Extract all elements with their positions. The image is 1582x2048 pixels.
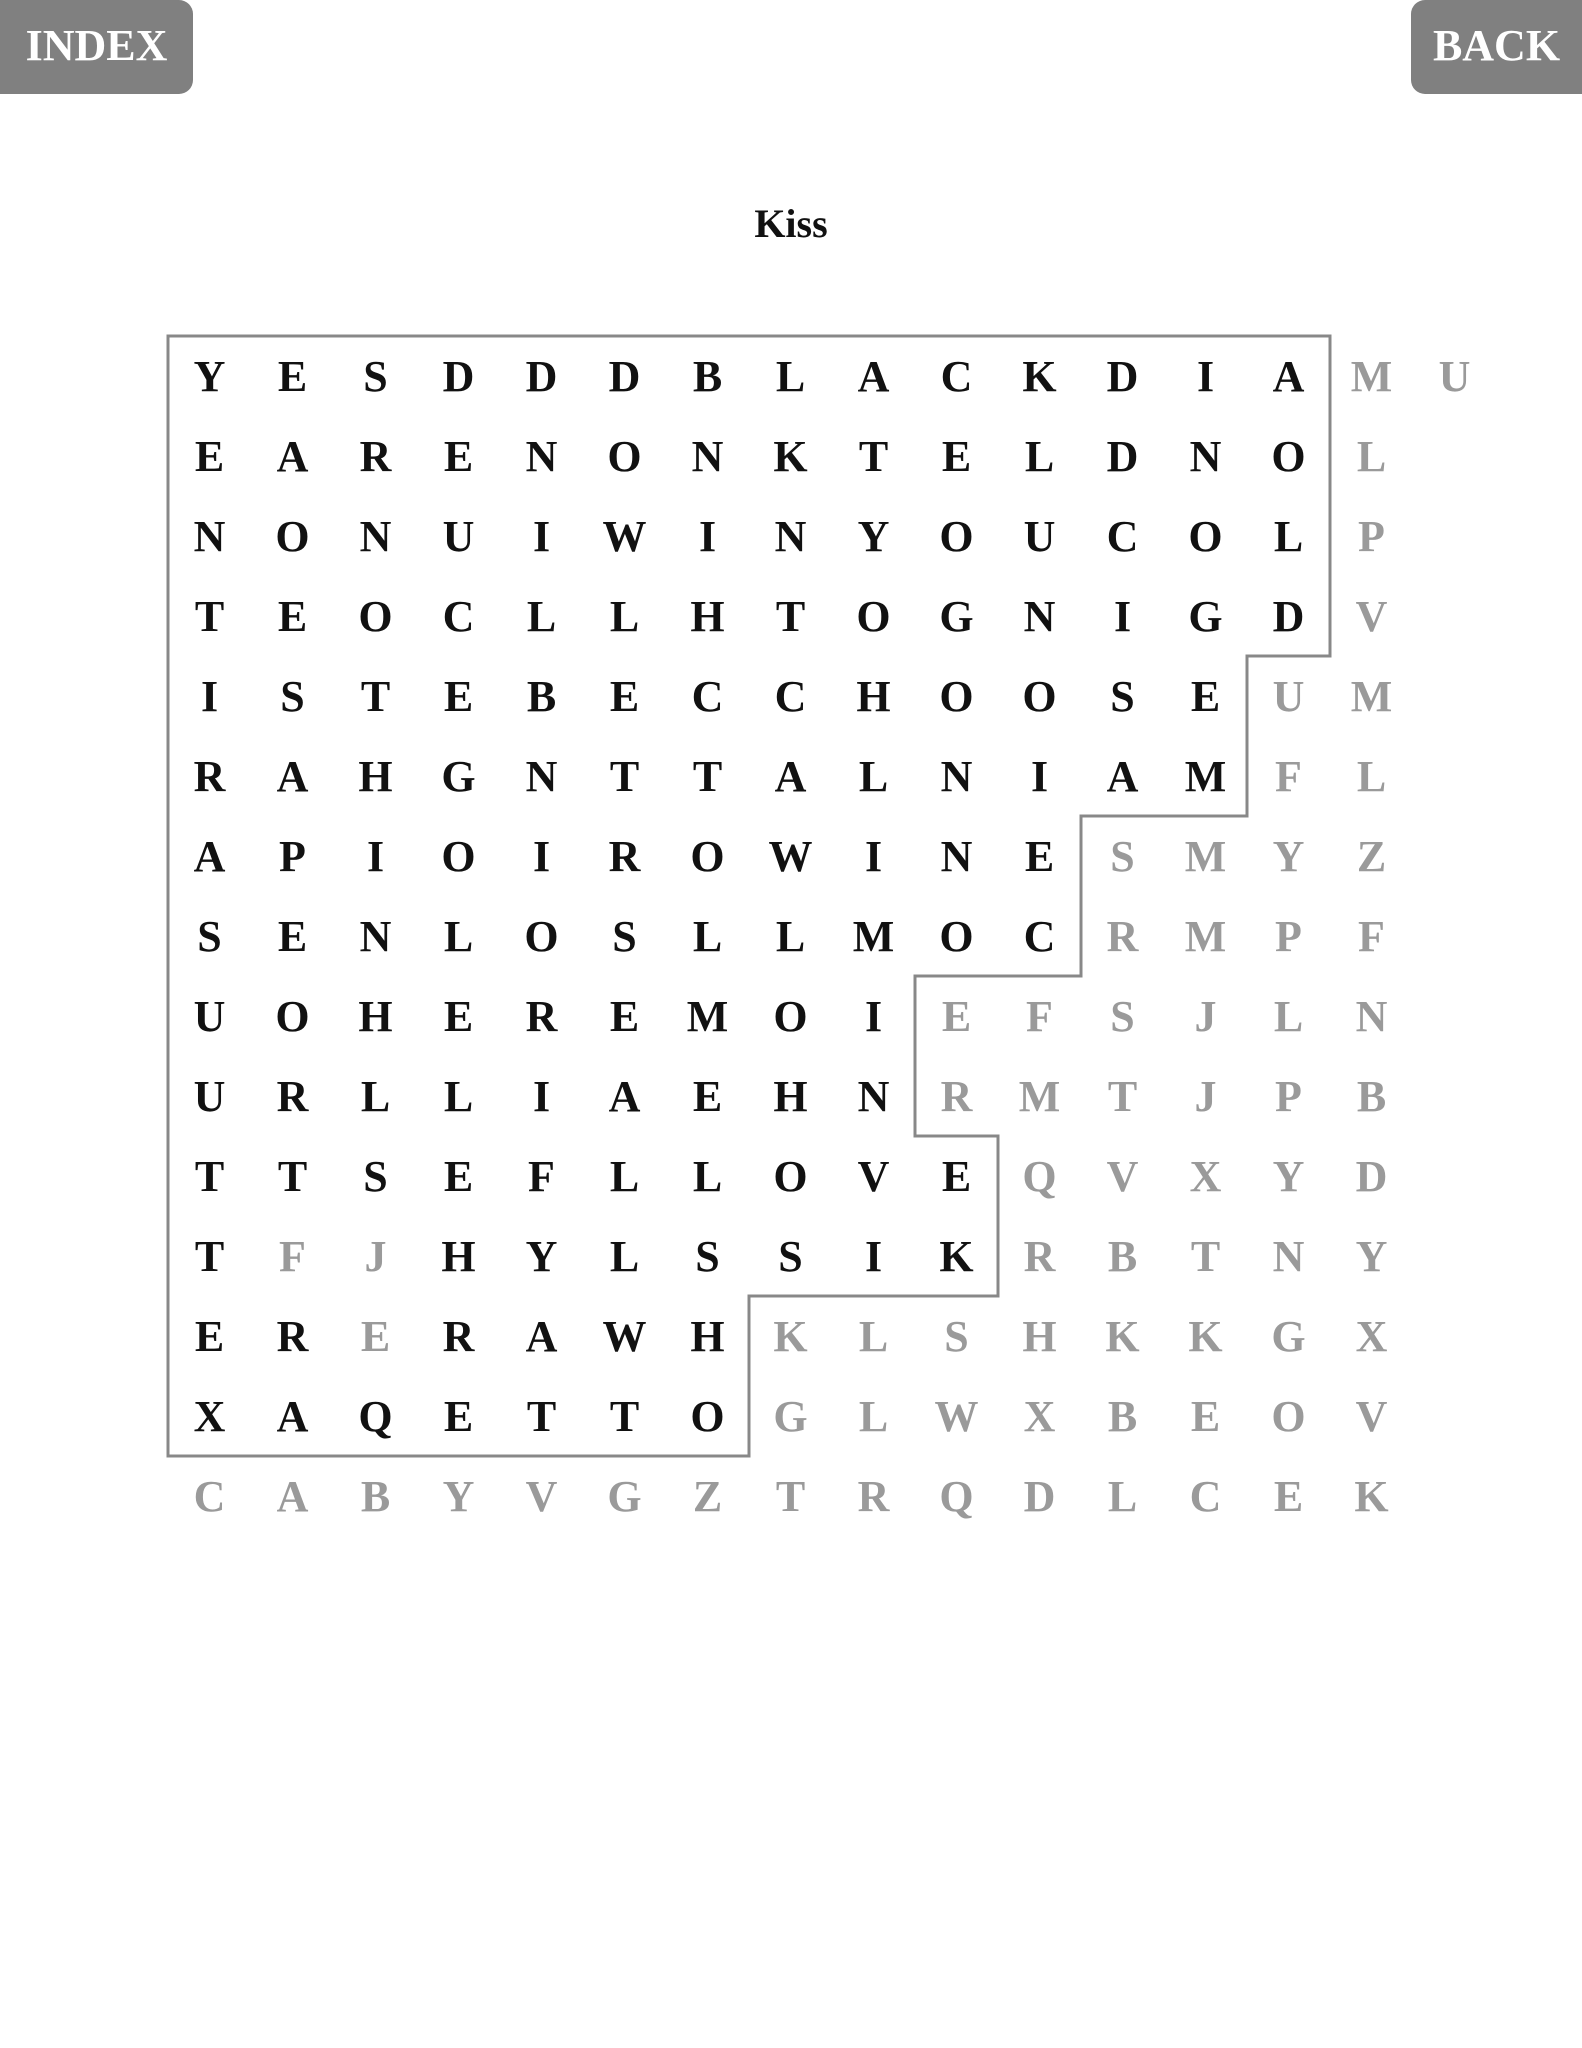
grid-cell[interactable]: L	[692, 911, 723, 961]
grid-cell[interactable]: O	[441, 831, 476, 881]
grid-cell[interactable]: L	[858, 1391, 889, 1441]
grid-cell[interactable]: A	[276, 1471, 309, 1521]
grid-cell[interactable]: G	[607, 1471, 642, 1521]
grid-cell[interactable]: E	[1024, 831, 1055, 881]
grid-cell[interactable]: I	[366, 831, 385, 881]
grid-cell[interactable]: H	[856, 671, 891, 721]
grid-cell[interactable]: L	[526, 591, 557, 641]
grid-cell[interactable]: M	[686, 991, 729, 1041]
grid-cell[interactable]: V	[857, 1151, 890, 1201]
grid-cell[interactable]: U	[193, 991, 226, 1041]
grid-cell[interactable]: W	[602, 1311, 647, 1361]
grid-cell[interactable]: D	[1106, 431, 1139, 481]
grid-cell[interactable]: L	[443, 911, 474, 961]
grid-cell[interactable]: R	[442, 1311, 475, 1361]
grid-cell[interactable]: F	[1358, 911, 1385, 961]
grid-cell[interactable]: Q	[939, 1471, 974, 1521]
grid-cell[interactable]: M	[1018, 1071, 1061, 1121]
grid-cell[interactable]: S	[612, 911, 637, 961]
grid-cell[interactable]: G	[1271, 1311, 1306, 1361]
grid-cell[interactable]: O	[773, 991, 808, 1041]
grid-cell[interactable]: A	[525, 1311, 558, 1361]
grid-cell[interactable]: G	[1188, 591, 1223, 641]
grid-cell[interactable]: O	[275, 511, 310, 561]
grid-cell[interactable]: J	[1194, 991, 1217, 1041]
grid-cell[interactable]: F	[279, 1231, 306, 1281]
grid-cell[interactable]: I	[532, 1071, 551, 1121]
grid-cell[interactable]: W	[602, 511, 647, 561]
grid-cell[interactable]: T	[194, 591, 225, 641]
grid-cell[interactable]: J	[1194, 1071, 1217, 1121]
grid-cell[interactable]: O	[939, 911, 974, 961]
grid-cell[interactable]: P	[1275, 1071, 1302, 1121]
grid-cell[interactable]: O	[939, 511, 974, 561]
grid-cell[interactable]: P	[279, 831, 306, 881]
grid-cell[interactable]: I	[1030, 751, 1049, 801]
grid-cell[interactable]: V	[1355, 591, 1388, 641]
grid-cell[interactable]: O	[358, 591, 393, 641]
grid-cell[interactable]: C	[442, 591, 475, 641]
grid-cell[interactable]: N	[1023, 591, 1056, 641]
grid-cell[interactable]: H	[441, 1231, 476, 1281]
grid-cell[interactable]: E	[194, 1311, 225, 1361]
grid-cell[interactable]: X	[193, 1391, 226, 1441]
grid-cell[interactable]: R	[940, 1071, 973, 1121]
grid-cell[interactable]: H	[690, 1311, 725, 1361]
grid-cell[interactable]: O	[524, 911, 559, 961]
grid-cell[interactable]: T	[609, 751, 640, 801]
grid-cell[interactable]: L	[1356, 431, 1387, 481]
grid-cell[interactable]: A	[276, 751, 309, 801]
grid-cell[interactable]: A	[276, 431, 309, 481]
grid-cell[interactable]: D	[525, 351, 558, 401]
grid-cell[interactable]: E	[692, 1071, 723, 1121]
grid-cell[interactable]: O	[275, 991, 310, 1041]
grid-cell[interactable]: O	[773, 1151, 808, 1201]
grid-cell[interactable]: B	[1107, 1231, 1138, 1281]
grid-cell[interactable]: G	[441, 751, 476, 801]
grid-cell[interactable]: E	[941, 991, 972, 1041]
grid-cell[interactable]: T	[1190, 1231, 1221, 1281]
grid-cell[interactable]: K	[1188, 1311, 1223, 1361]
grid-cell[interactable]: I	[200, 671, 219, 721]
grid-cell[interactable]: H	[358, 751, 393, 801]
grid-cell[interactable]: B	[1107, 1391, 1138, 1441]
grid-cell[interactable]: D	[442, 351, 475, 401]
grid-cell[interactable]: A	[774, 751, 807, 801]
grid-cell[interactable]: Z	[692, 1471, 723, 1521]
grid-cell[interactable]: B	[692, 351, 723, 401]
grid-cell[interactable]: N	[774, 511, 807, 561]
grid-cell[interactable]: E	[941, 431, 972, 481]
grid-cell[interactable]: S	[695, 1231, 720, 1281]
grid-cell[interactable]: S	[944, 1311, 969, 1361]
grid-cell[interactable]: E	[443, 431, 474, 481]
grid-cell[interactable]: K	[1022, 351, 1057, 401]
grid-cell[interactable]: C	[940, 351, 973, 401]
grid-cell[interactable]: Y	[193, 351, 226, 401]
grid-cell[interactable]: S	[778, 1231, 803, 1281]
grid-cell[interactable]: N	[359, 911, 392, 961]
grid-cell[interactable]: Y	[1272, 831, 1305, 881]
grid-cell[interactable]: X	[1355, 1311, 1388, 1361]
grid-cell[interactable]: E	[443, 1391, 474, 1441]
grid-cell[interactable]: R	[1023, 1231, 1056, 1281]
grid-cell[interactable]: M	[1184, 751, 1227, 801]
grid-cell[interactable]: E	[277, 911, 308, 961]
grid-cell[interactable]: L	[1273, 991, 1304, 1041]
grid-cell[interactable]: U	[1023, 511, 1056, 561]
grid-cell[interactable]: D	[1272, 591, 1305, 641]
grid-cell[interactable]: S	[197, 911, 222, 961]
grid-cell[interactable]: E	[194, 431, 225, 481]
grid-cell[interactable]: N	[691, 431, 724, 481]
grid-cell[interactable]: E	[443, 671, 474, 721]
grid-cell[interactable]: R	[857, 1471, 890, 1521]
grid-cell[interactable]: O	[939, 671, 974, 721]
grid-cell[interactable]: E	[609, 991, 640, 1041]
grid-cell[interactable]: B	[526, 671, 557, 721]
grid-cell[interactable]: C	[1189, 1471, 1222, 1521]
grid-cell[interactable]: P	[1275, 911, 1302, 961]
grid-cell[interactable]: N	[525, 751, 558, 801]
grid-cell[interactable]: T	[360, 671, 391, 721]
grid-cell[interactable]: I	[1113, 591, 1132, 641]
grid-cell[interactable]: T	[609, 1391, 640, 1441]
grid-cell[interactable]: G	[773, 1391, 808, 1441]
grid-cell[interactable]: N	[940, 751, 973, 801]
grid-cell[interactable]: S	[280, 671, 305, 721]
grid-cell[interactable]: N	[193, 511, 226, 561]
puzzle-title: Kiss	[754, 201, 828, 246]
grid-cell[interactable]: K	[1105, 1311, 1140, 1361]
grid-cell[interactable]: E	[277, 591, 308, 641]
grid-cell[interactable]: X	[1023, 1391, 1056, 1441]
grid-cell[interactable]: G	[939, 591, 974, 641]
grid-cell[interactable]: C	[1023, 911, 1056, 961]
grid-cell[interactable]: M	[852, 911, 895, 961]
grid-cell[interactable]: A	[1272, 351, 1305, 401]
grid-cell[interactable]: L	[692, 1151, 723, 1201]
grid-cell[interactable]: A	[608, 1071, 641, 1121]
grid-cell[interactable]: D	[1023, 1471, 1056, 1521]
grid-cell[interactable]: L	[775, 351, 806, 401]
grid-cell[interactable]: L	[858, 1311, 889, 1361]
grid-cell[interactable]: R	[1106, 911, 1139, 961]
grid-cell[interactable]: S	[363, 1151, 388, 1201]
grid-cell[interactable]: E	[1273, 1471, 1304, 1521]
grid-cell[interactable]: I	[1196, 351, 1215, 401]
grid-cell[interactable]: B	[360, 1471, 391, 1521]
grid-cell[interactable]: T	[1107, 1071, 1138, 1121]
grid-cell[interactable]: C	[774, 671, 807, 721]
grid-cell[interactable]: K	[939, 1231, 974, 1281]
grid-cell[interactable]: C	[691, 671, 724, 721]
grid-cell[interactable]: H	[1022, 1311, 1057, 1361]
index-button[interactable]: INDEX	[0, 0, 193, 94]
grid-cell[interactable]: T	[775, 591, 806, 641]
grid-cell[interactable]: R	[276, 1071, 309, 1121]
grid-cell[interactable]: L	[858, 751, 889, 801]
grid-cell[interactable]: A	[1106, 751, 1139, 801]
grid-cell[interactable]: E	[360, 1311, 391, 1361]
grid-cell[interactable]: L	[609, 591, 640, 641]
grid-cell[interactable]: E	[1190, 671, 1221, 721]
grid-cell[interactable]: H	[358, 991, 393, 1041]
grid-cell[interactable]: S	[1110, 671, 1135, 721]
grid-cell[interactable]: W	[934, 1391, 979, 1441]
grid-cell[interactable]: L	[1024, 431, 1055, 481]
grid-cell[interactable]: L	[1356, 751, 1387, 801]
grid-cell[interactable]: T	[526, 1391, 557, 1441]
grid-cell[interactable]: X	[1189, 1151, 1222, 1201]
grid-cell[interactable]: Y	[857, 511, 890, 561]
grid-cell[interactable]: L	[609, 1151, 640, 1201]
grid-cell[interactable]: P	[1358, 511, 1385, 561]
grid-cell[interactable]: I	[864, 1231, 883, 1281]
grid-cell[interactable]: O	[607, 431, 642, 481]
grid-cell[interactable]: V	[1355, 1391, 1388, 1441]
grid-cell[interactable]: A	[857, 351, 890, 401]
grid-cell[interactable]: E	[941, 1151, 972, 1201]
grid-cell[interactable]: I	[864, 991, 883, 1041]
grid-cell[interactable]: T	[692, 751, 723, 801]
grid-cell[interactable]: L	[443, 1071, 474, 1121]
grid-cell[interactable]: R	[608, 831, 641, 881]
grid-cell[interactable]: Y	[442, 1471, 475, 1521]
grid-cell[interactable]: O	[690, 831, 725, 881]
grid-cell[interactable]: C	[193, 1471, 226, 1521]
grid-cell[interactable]: S	[363, 351, 388, 401]
grid-cell[interactable]: U	[442, 511, 475, 561]
grid-cell[interactable]: V	[1106, 1151, 1139, 1201]
grid-cell[interactable]: F	[1275, 751, 1302, 801]
grid-cell[interactable]: Q	[358, 1391, 393, 1441]
grid-cell[interactable]: U	[193, 1071, 226, 1121]
grid-cell[interactable]: L	[1107, 1471, 1138, 1521]
grid-cell[interactable]: F	[528, 1151, 555, 1201]
grid-cell[interactable]: N	[857, 1071, 890, 1121]
grid-cell[interactable]: J	[364, 1231, 387, 1281]
grid-cell[interactable]: O	[1188, 511, 1223, 561]
grid-cell[interactable]: E	[277, 351, 308, 401]
grid-cell[interactable]: M	[1350, 671, 1393, 721]
grid-cell[interactable]: U	[1272, 671, 1305, 721]
grid-cell[interactable]: A	[193, 831, 226, 881]
grid-cell[interactable]: R	[276, 1311, 309, 1361]
grid-cell[interactable]: H	[690, 591, 725, 641]
grid-cell[interactable]: E	[609, 671, 640, 721]
grid-cell[interactable]: K	[773, 1311, 808, 1361]
grid-cell[interactable]: O	[1271, 1391, 1306, 1441]
grid-cell[interactable]: Y	[525, 1231, 558, 1281]
grid-cell[interactable]: D	[608, 351, 641, 401]
grid-cell[interactable]: F	[1026, 991, 1053, 1041]
grid-cell[interactable]: U	[1438, 351, 1471, 401]
grid-cell[interactable]: D	[1355, 1151, 1388, 1201]
grid-cell[interactable]: C	[1106, 511, 1139, 561]
grid-cell[interactable]: Q	[1022, 1151, 1057, 1201]
grid-cell[interactable]: R	[359, 431, 392, 481]
grid-cell[interactable]: L	[360, 1071, 391, 1121]
grid-cell[interactable]: V	[525, 1471, 558, 1521]
grid-cell[interactable]: N	[940, 831, 973, 881]
grid-cell[interactable]: N	[1355, 991, 1388, 1041]
grid-cell[interactable]: H	[773, 1071, 808, 1121]
grid-cell[interactable]: B	[1356, 1071, 1387, 1121]
grid-cell[interactable]: E	[443, 991, 474, 1041]
grid-cell[interactable]: O	[1022, 671, 1057, 721]
grid-cell[interactable]: I	[532, 831, 551, 881]
grid-cell[interactable]: Z	[1356, 831, 1387, 881]
grid-cell[interactable]: T	[277, 1151, 308, 1201]
grid-cell[interactable]: T	[194, 1231, 225, 1281]
grid-cell[interactable]: E	[1190, 1391, 1221, 1441]
grid-cell[interactable]: I	[864, 831, 883, 881]
grid-cell[interactable]: O	[690, 1391, 725, 1441]
grid-cell[interactable]: S	[1110, 991, 1135, 1041]
grid-cell[interactable]: W	[768, 831, 813, 881]
grid-cell[interactable]: T	[775, 1471, 806, 1521]
grid-cell[interactable]: Y	[1355, 1231, 1388, 1281]
grid-cell[interactable]: N	[1272, 1231, 1305, 1281]
grid-cell[interactable]: T	[858, 431, 889, 481]
grid-cell[interactable]: L	[775, 911, 806, 961]
grid-cell[interactable]: M	[1184, 911, 1227, 961]
grid-cell[interactable]: M	[1350, 351, 1393, 401]
grid-cell[interactable]: K	[1354, 1471, 1389, 1521]
grid-cell[interactable]: L	[609, 1231, 640, 1281]
grid-cell[interactable]: R	[193, 751, 226, 801]
grid-cell[interactable]: E	[443, 1151, 474, 1201]
grid-cell[interactable]: O	[1271, 431, 1306, 481]
grid-cell[interactable]: N	[359, 511, 392, 561]
grid-cell[interactable]: Y	[1272, 1151, 1305, 1201]
grid-cell[interactable]: M	[1184, 831, 1227, 881]
grid-cell[interactable]: R	[525, 991, 558, 1041]
grid-cell[interactable]: K	[773, 431, 808, 481]
grid-cell[interactable]: I	[532, 511, 551, 561]
grid-cell[interactable]: O	[856, 591, 891, 641]
back-button[interactable]: BACK	[1411, 0, 1582, 94]
grid-cell[interactable]: N	[525, 431, 558, 481]
grid-cell[interactable]: T	[194, 1151, 225, 1201]
grid-cell[interactable]: A	[276, 1391, 309, 1441]
grid-cell[interactable]: S	[1110, 831, 1135, 881]
grid-cell[interactable]: D	[1106, 351, 1139, 401]
grid-cell[interactable]: I	[698, 511, 717, 561]
grid-cell[interactable]: N	[1189, 431, 1222, 481]
grid-cell[interactable]: L	[1273, 511, 1304, 561]
